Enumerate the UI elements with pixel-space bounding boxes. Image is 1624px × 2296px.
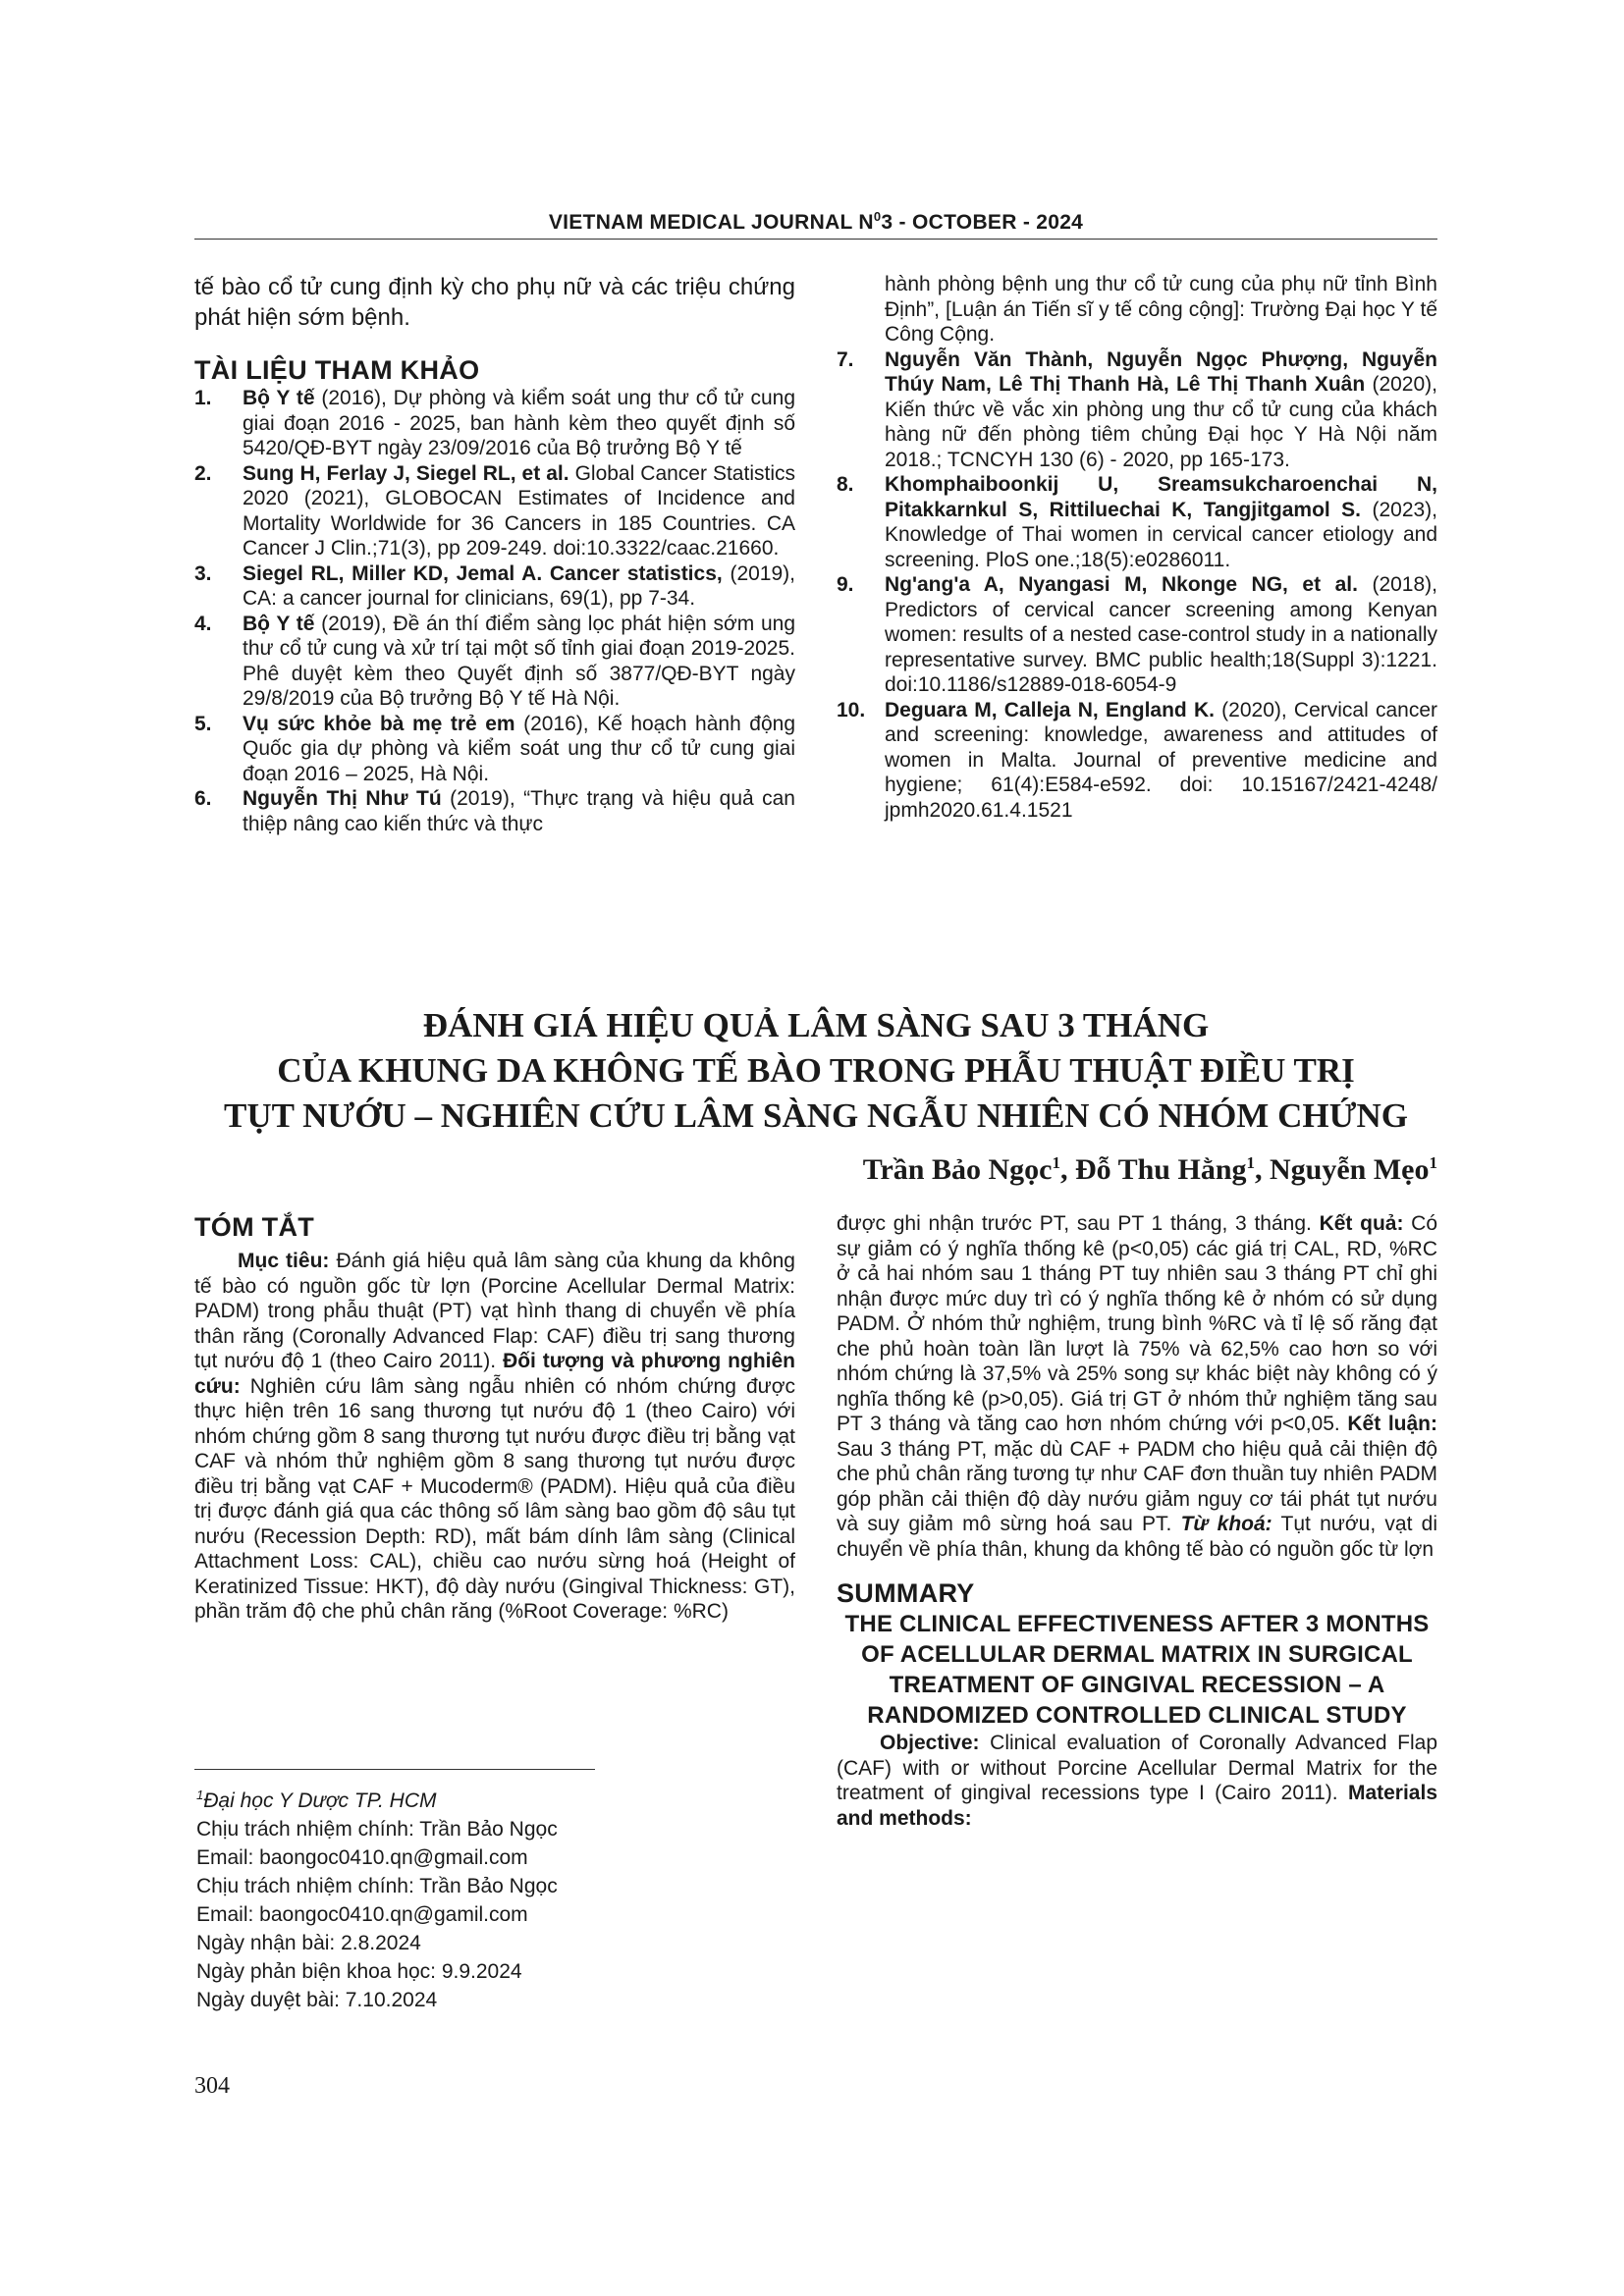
reference-item (837, 572, 1437, 698)
footnote-line: Email: baongoc0410.qn@gmail.com (196, 1846, 528, 1869)
reference-item (194, 786, 795, 836)
reference-item (194, 712, 795, 787)
author-affiliation-mark: 1 (1429, 1153, 1437, 1172)
reference-text: Global Cancer Statistics 2020 (2021), GLOBOCAN Estimates of Incidence and Mortality Worldwide for 36 Cancers in 185 Countries. CA Cancer J Clin.;71(3), pp 209-249. doi:10.3322/caac.21660. (243, 461, 795, 560)
reference-authors: Sung H, Ferlay J, Siegel RL, et al. (243, 461, 569, 485)
methods-label: Đối tượng và phương nghiên cứu: (194, 1350, 795, 1398)
reference-number: 9. (837, 573, 854, 596)
abstract-heading: TÓM TẮT (194, 1212, 315, 1242)
results-label: Kết quả: (1319, 1212, 1404, 1235)
footnote (196, 1781, 558, 2014)
reference-item (194, 461, 795, 561)
authors-line (863, 1153, 1437, 1187)
abstract-vi-continued (837, 1211, 1437, 1831)
abstract-body-cont: được ghi nhận trước PT, sau PT 1 tháng, 3 tháng. Kết quả: Có sự giảm có ý nghĩa thống kê (p<0,05) các giá trị CAL, RD, %RC ở cả hai nhóm sau 1 tháng PT tuy nhiên sau 3 tháng PT chỉ ghi nhận được mức duy trì có ý nghĩa thống kê ở nhóm có sử dụng PADM. Ở nhóm thử nghiệm, trung bình %RC và tỉ lệ số răng đạt che phủ hoàn toàn lần lượt là 75% và 62,5% cao hơn so với nhóm chứng là 37,5% và 25% song sự khác biệt này không có ý nghĩa thống kê (p>0,05). Giá trị GT ở nhóm thử nghiệm tăng sau PT 3 tháng và tăng cao hơn nhóm chứng với p<0,05. Kết luận: Sau 3 tháng PT, mặc dù CAF + PADM cho hiệu quả cải thiện độ che phủ chân răng tương tự như CAF đơn thuần tuy nhiên PADM góp phần cải thiện độ dày nướu giảm nguy cơ tái phát tụt nướu và suy giảm mô sừng hoá sau PT. Từ khoá: Tụt nướu, vạt di chuyển về phía thân, khung da không tế bào có nguồn gốc từ lợn (837, 1212, 1438, 1561)
reference-authors: Bộ Y tế (243, 612, 315, 635)
article-title (194, 1003, 1437, 1139)
left-column-top (194, 272, 795, 836)
reference-text: (2023), Knowledge of Thai women in cervical cancer etiology and screening. PloS one.;18(5):e0286011. (885, 498, 1437, 571)
author-name: Trần Bảo Ngọc (862, 1153, 1053, 1186)
reference-number: 10. (837, 698, 866, 721)
reference-number: 4. (194, 612, 212, 635)
reference-number: 7. (837, 347, 854, 371)
reference-authors: Deguara M, Calleja N, England K. (885, 698, 1215, 721)
summary-title: THE CLINICAL EFFECTIVENESS AFTER 3 MONTHS OF ACELLULAR DERMAL MATRIX IN SURGICAL TREATMENT OF GINGIVAL RECESSION – A RANDOMIZED CONTROLLED CLINICAL STUDY (844, 1611, 1430, 1729)
reference-number: 6. (194, 787, 212, 810)
abstract-body: Mục tiêu: Đánh giá hiệu quả lâm sàng của khung da không tế bào có nguồn gốc từ lợn (Porcine Acellular Dermal Matrix: PADM) trong phẫu thuật (PT) vạt hình thang di chuyển về phía thân răng (Coronally Advanced Flap: CAF) điều trị sang thương tụt nướu độ 1 (theo Cairo 2011). Đối tượng và phương nghiên cứu: Nghiên cứu lâm sàng ngẫu nhiên có nhóm chứng được thực hiện trên 16 sang thương tụt nướu độ 1 (theo Cairo) với nhóm chứng gồm 8 sang thương tụt nướu được điều trị bằng vạt CAF và nhóm thử nghiệm gồm 8 sang thương tụt nướu được điều trị bằng vạt CAF + Mucoderm® (PADM). Hiệu quả của điều trị được đánh giá qua các thông số lâm sàng bao gồm độ sâu tụt nướu (Recession Depth: RD), mất bám dính lâm sàng (Clinical Attachment Loss: CAL), chiều cao nướu sừng hoá (Height of Keratinized Tissue: HKT), độ dày nướu (Gingival Thickness: GT), phần trăm độ che phủ chân răng (%Root Coverage: %RC) (194, 1250, 795, 1623)
abstract-vi (194, 1211, 795, 1625)
reference-item (194, 561, 795, 612)
footnote-line: Chịu trách nhiệm chính: Trần Bảo Ngọc (196, 1875, 558, 1897)
footnote-rule (194, 1769, 595, 1770)
reference-authors: Nguyễn Thị Như Tú (243, 787, 442, 810)
reference-number: 3. (194, 561, 212, 585)
summary-objective-label: Objective: (880, 1732, 980, 1754)
footnote-line: Ngày nhận bài: 2.8.2024 (196, 1932, 421, 1954)
footnote-line: Email: baongoc0410.qn@gamil.com (196, 1903, 528, 1926)
reference-item (194, 386, 795, 461)
right-column-top (837, 272, 1437, 823)
footnote-line: Chịu trách nhiệm chính: Trần Bảo Ngọc (196, 1818, 558, 1841)
author-name: Đỗ Thu Hằng (1074, 1153, 1247, 1186)
author-name: Nguyễn Mẹo (1270, 1153, 1430, 1186)
reference-item (837, 472, 1437, 572)
references-list-right (837, 347, 1437, 824)
reference-text: (2019), Đề án thí điểm sàng lọc phát hiện sớm ung thư cổ tử cung và xử trí tại một số tỉnh giai đoạn 2019-2025. Phê duyệt kèm theo Quyết định số 3877/QĐ-BYT ngày 29/8/2019 của Bộ trưởng Bộ Y tế Hà Nội. (243, 612, 796, 710)
title-line: ĐÁNH GIÁ HIỆU QUẢ LÂM SÀNG SAU 3 THÁNG (422, 1006, 1210, 1044)
title-line: CỦA KHUNG DA KHÔNG TẾ BÀO TRONG PHẪU THUẬT ĐIỀU TRỊ (277, 1051, 1355, 1090)
reference-text: (2020), Cervical cancer and screening: knowledge, awareness and attitudes of women in Malta. Journal of preventive medicine and hygiene; 61(4):E584-e592. doi: 10.15167/2421-4248/ jpmh2020.61.4.1521 (885, 698, 1437, 822)
author-affiliation-mark: 1 (1052, 1153, 1060, 1172)
continuation-text: tế bào cổ tử cung định kỳ cho phụ nữ và các triệu chứng phát hiện sớm bệnh. (194, 274, 795, 331)
footnote-line: Ngày phản biện khoa học: 9.9.2024 (196, 1960, 522, 1983)
reference-authors: Siegel RL, Miller KD, Jemal A. Cancer statistics, (243, 561, 723, 585)
reference-number: 2. (194, 461, 212, 485)
title-line: TỤT NƯỚU – NGHIÊN CỨU LÂM SÀNG NGẪU NHIÊN CÓ NHÓM CHỨNG (224, 1096, 1408, 1135)
reference-text: (2019), CA: a cancer journal for clinicians, 69(1), pp 7-34. (243, 561, 795, 610)
reference-authors: Vụ sức khỏe bà mẹ trẻ em (243, 712, 515, 735)
page-number: 304 (194, 2073, 230, 2099)
reference-text: (2016), Kế hoạch hành động Quốc gia dự phòng và kiểm soát ung thư cổ tử cung giai đoạn 2016 – 2025, Hà Nội. (243, 712, 796, 785)
author-separator: , (1255, 1153, 1271, 1186)
reference-item (837, 698, 1437, 824)
reference-text: (2019), “Thực trạng và hiệu quả can thiệp nâng cao kiến thức và thực (243, 787, 795, 835)
reference-number: 8. (837, 473, 854, 496)
reference-authors: Ng'ang'a A, Nyangasi M, Nkonge NG, et al. (885, 573, 1358, 596)
author-separator: , (1059, 1153, 1075, 1186)
reference-authors: Nguyễn Văn Thành, Nguyễn Ngọc Phượng, Nguyễn Thúy Nam, Lê Thị Thanh Hà, Lê Thị Thanh Xuân (885, 347, 1437, 396)
objective-label: Mục tiêu: (238, 1250, 330, 1272)
summary-heading: SUMMARY (837, 1578, 975, 1608)
reference-text: (2020), Kiến thức về vắc xin phòng ung thư cổ tử cung của khách hàng nữ đến phòng tiêm chủng Đại học Y Hà Nội năm 2018.; TCNCYH 130 (6) - 2020, pp 165-173. (885, 373, 1437, 471)
reference-continuation: hành phòng bệnh ung thư cổ tử cung của phụ nữ tỉnh Bình Định”, [Luận án Tiến sĩ y tế công cộng]: Trường Đại học Y tế Công Cộng. (885, 273, 1437, 346)
references-list-left (194, 386, 795, 836)
keywords-label: Từ khoá: (1180, 1513, 1272, 1535)
affiliation: $^1$Đại học Y Dược TP. HCM (196, 1788, 437, 1812)
summary-body: Objective: Clinical evaluation of Coronally Advanced Flap (CAF) with or without Porcine Acellular Dermal Matrix for the treatment of gingival recessions type I (Cairo 2011). Materials and methods: (837, 1732, 1437, 1830)
conclusion-label: Kết luận: (1347, 1413, 1437, 1435)
reference-authors: Khomphaiboonkij U, Sreamsukcharoenchai N, Pitakkarnkul S, Rittiluechai K, Tangjitgamol S. (885, 473, 1437, 521)
reference-number: 5. (194, 712, 212, 735)
reference-text: (2018), Predictors of cervical cancer screening among Kenyan women: results of a nested case-control study in a nationally representative survey. BMC public health;18(Suppl 3):1221. doi:10.1186/s12889-018-6054-9 (885, 573, 1437, 696)
author-affiliation-mark: 1 (1246, 1153, 1256, 1172)
references-heading: TÀI LIỆU THAM KHẢO (194, 355, 480, 385)
reference-text: (2016), Dự phòng và kiểm soát ung thư cổ tử cung giai đoạn 2016 - 2025, ban hành kèm theo quyết định số 5420/QĐ-BYT ngày 23/09/2016 của Bộ trưởng Bộ Y tế (243, 387, 795, 459)
summary-methods-label: Materials and methods: (837, 1782, 1437, 1830)
reference-authors: Bộ Y tế (243, 387, 315, 409)
reference-item (194, 612, 795, 712)
reference-item (837, 347, 1437, 473)
footnote-lines (196, 1815, 558, 2014)
header-rule (194, 239, 1437, 240)
journal-header: VIETNAM MEDICAL JOURNAL $N^03$ - OCTOBER - 2024 (548, 209, 1084, 234)
reference-number: 1. (194, 387, 212, 409)
footnote-line: Ngày duyệt bài: 7.10.2024 (196, 1989, 438, 2011)
